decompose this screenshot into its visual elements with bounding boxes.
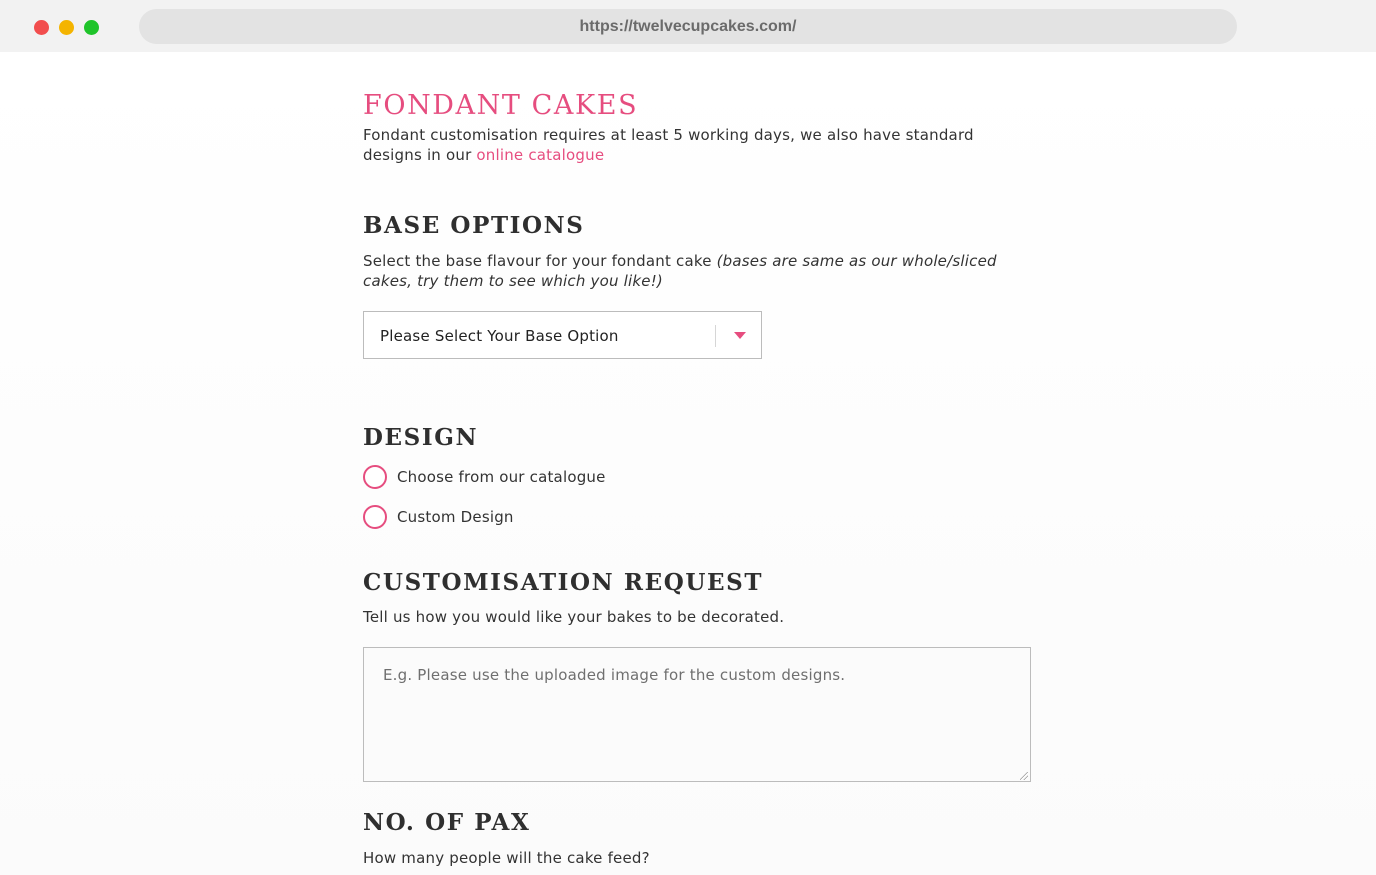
customisation-request-description: Tell us how you would like your bakes to be decorated. — [363, 608, 785, 626]
close-window-icon[interactable] — [34, 20, 49, 35]
address-bar[interactable]: https://twelvecupcakes.com/ — [139, 9, 1237, 44]
minimize-window-icon[interactable] — [59, 20, 74, 35]
resize-grip-icon[interactable] — [1020, 772, 1028, 780]
browser-toolbar — [0, 0, 1376, 52]
intro-copy: Fondant customisation requires at least 5 working days, we also have standard designs in our — [363, 126, 974, 164]
select-divider — [715, 325, 716, 347]
maximize-window-icon[interactable] — [84, 20, 99, 35]
design-heading: DESIGN — [363, 424, 479, 451]
radio-unchecked-icon[interactable] — [363, 505, 387, 529]
caret-down-icon[interactable] — [734, 332, 746, 339]
pax-heading: NO. OF PAX — [363, 809, 531, 836]
customisation-request-heading: CUSTOMISATION REQUEST — [363, 569, 764, 596]
customisation-request-textarea[interactable] — [363, 647, 1031, 782]
base-options-description-note: (bases are same as our whole/sliced cakes, try them to see which you like!) — [363, 252, 997, 290]
base-option-selected-value: Please Select Your Base Option — [380, 327, 619, 345]
design-option-custom-label[interactable]: Custom Design — [397, 508, 514, 526]
base-option-select[interactable] — [363, 311, 762, 359]
page-title: FONDANT CAKES — [363, 90, 639, 121]
radio-unchecked-icon[interactable] — [363, 465, 387, 489]
base-options-description-text: Select the base flavour for your fondant cake — [363, 252, 717, 270]
base-options-heading: BASE OPTIONS — [363, 212, 585, 239]
page-content — [0, 52, 1376, 875]
intro-text — [363, 125, 993, 165]
base-options-description — [363, 251, 1013, 291]
online-catalogue-link[interactable]: online catalogue — [476, 146, 605, 164]
pax-description: How many people will the cake feed? — [363, 849, 650, 867]
design-option-catalogue-label[interactable]: Choose from our catalogue — [397, 468, 606, 486]
